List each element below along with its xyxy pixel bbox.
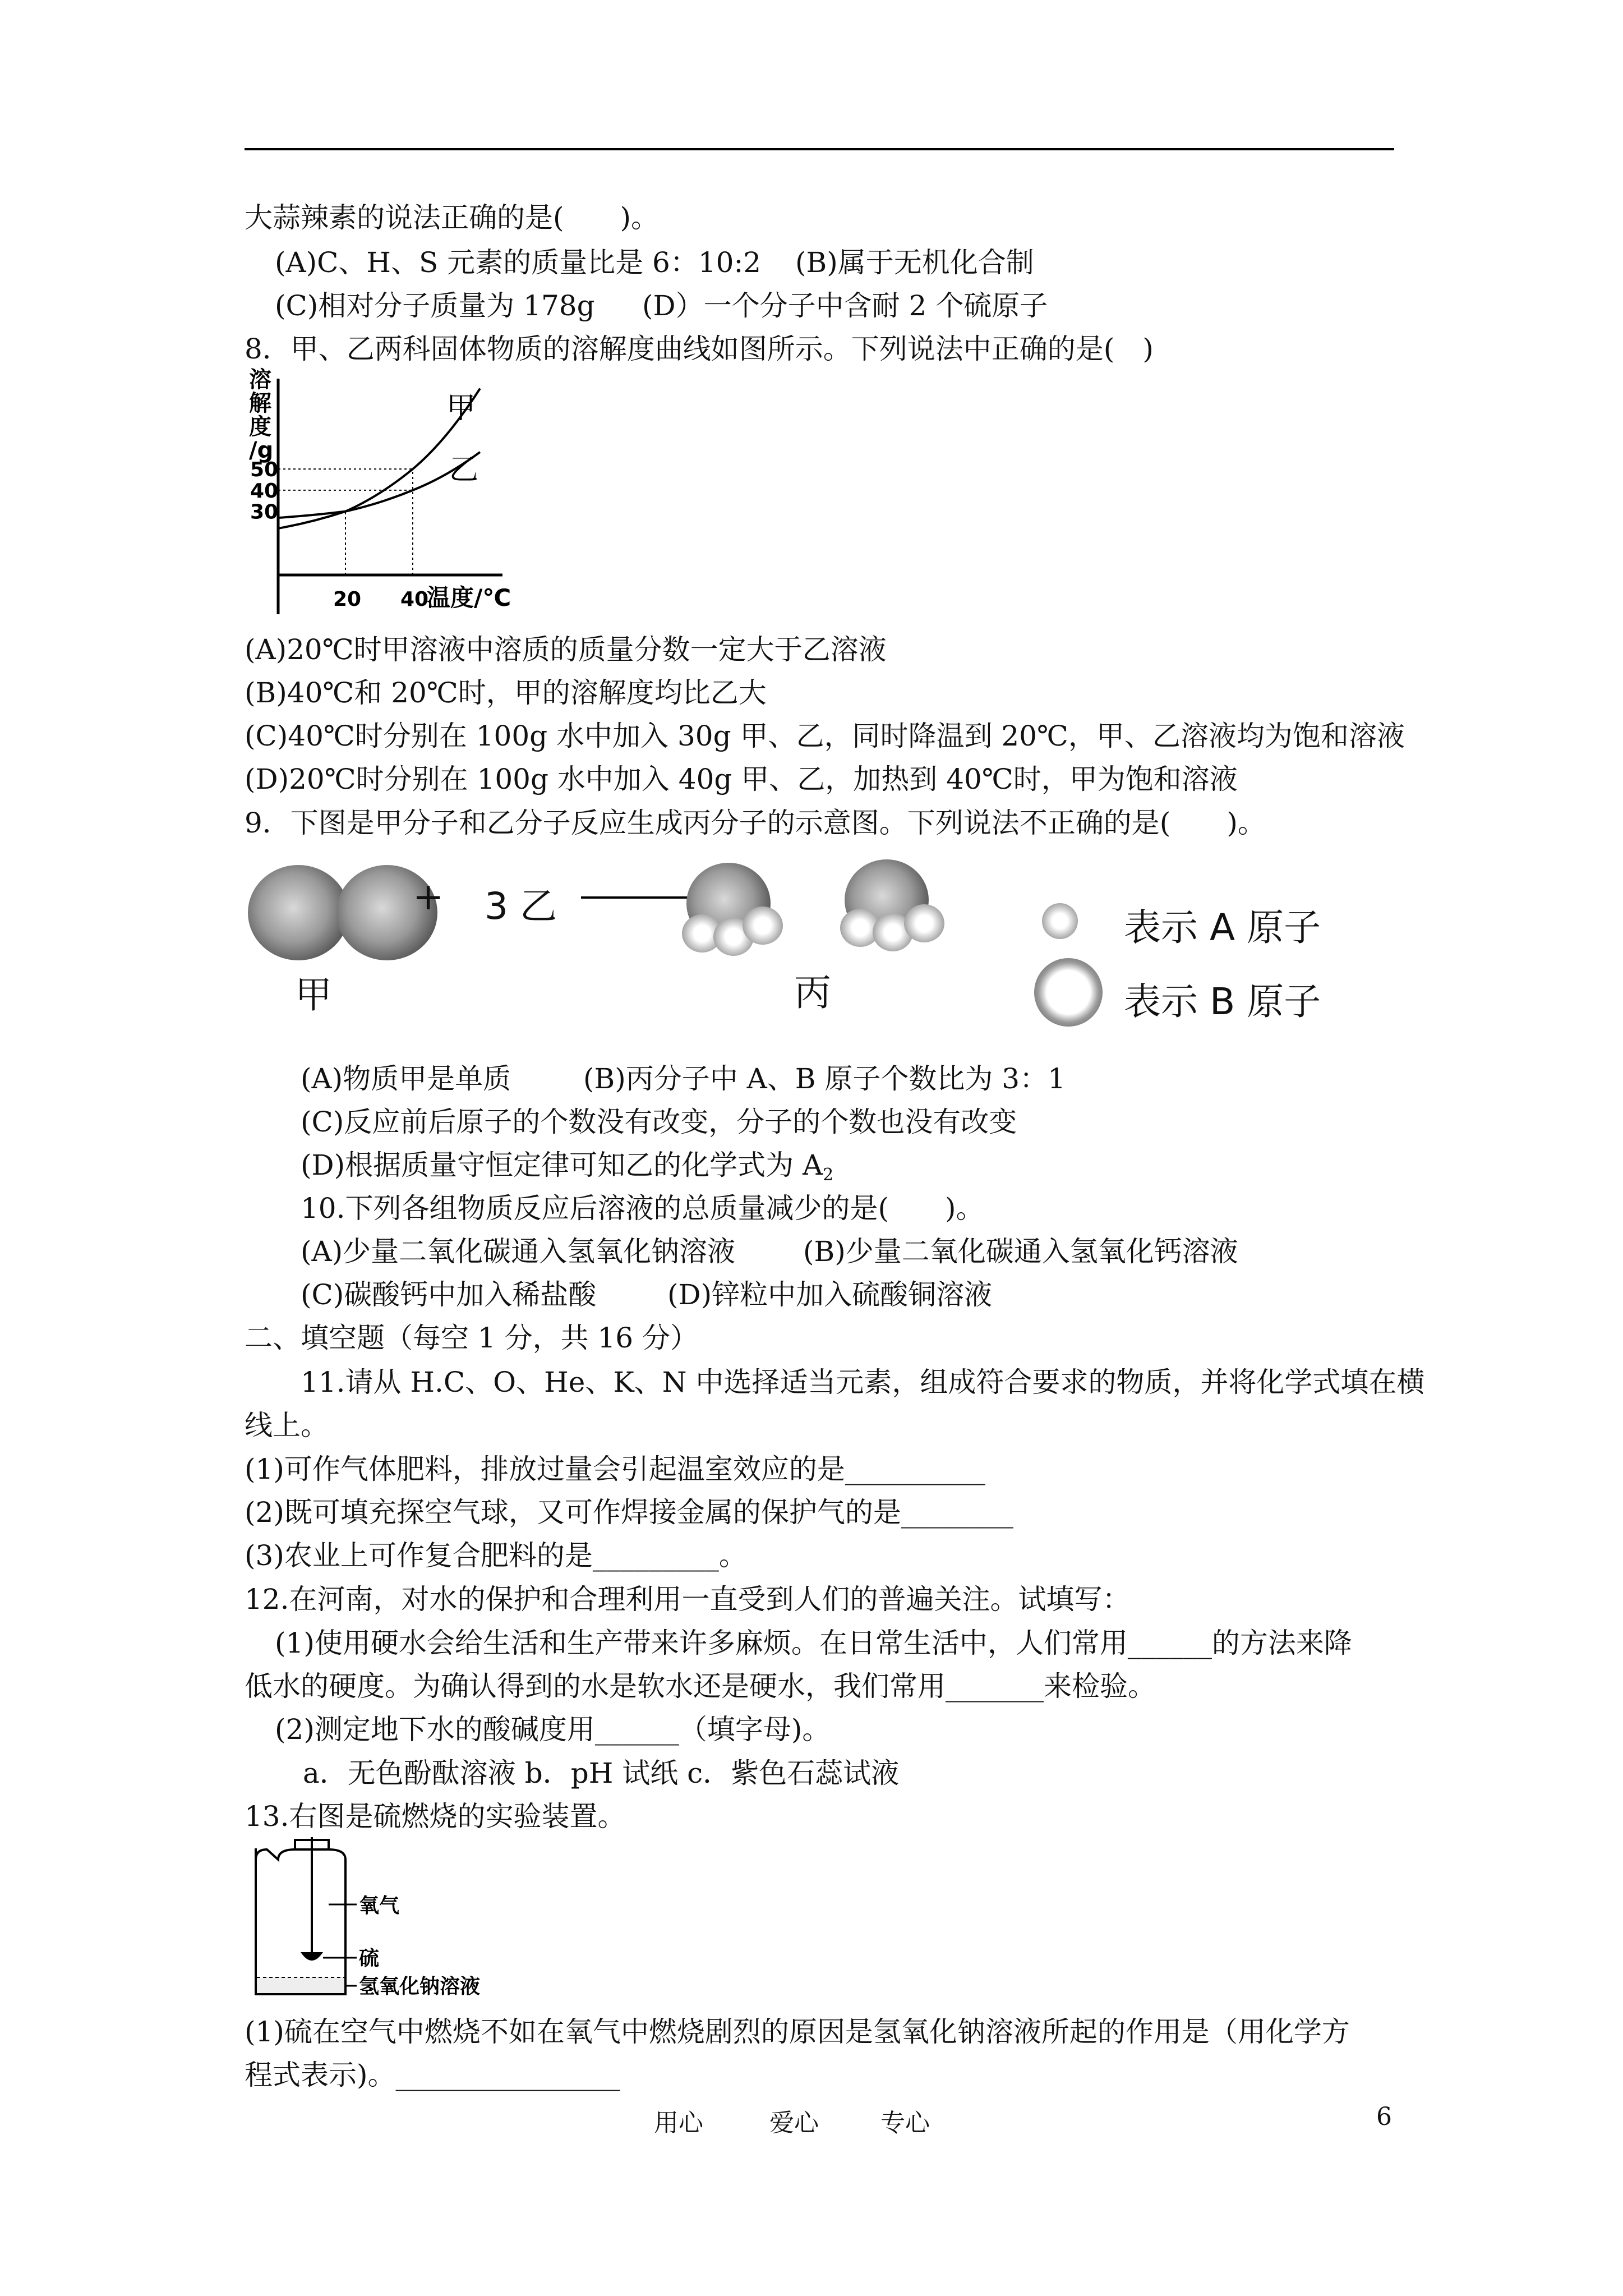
plus-sign: + [413,875,444,918]
q13-item1-line2: 程式表示)。________________ [245,2059,620,2091]
q11-stem-line1: 11.请从 H.C、O、He、K、N 中选择适当元素，组成符合要求的物质，并将化学式填在横 [301,1366,1425,1398]
q10-stem: 10.下列各组物质反应后溶液的总质量减少的是( )。 [301,1192,984,1225]
q12-item2: (2)测定地下水的酸碱度用______（填字母)。 [275,1713,831,1746]
footer-motto-2: 爱心 [769,2109,819,2137]
q10-option-d: (D)锌粒中加入硫酸铜溶液 [667,1278,993,1311]
legend-b-label: 表示 B 原子 [1124,980,1321,1023]
legend-a-atom-icon [1042,903,1078,939]
q11-item-1: (1)可作气体肥料，排放过量会引起温室效应的是__________ [245,1453,985,1485]
y-axis-label-1: 溶 [249,367,271,393]
q7-stem: 大蒜辣素的说法正确的是( )。 [245,201,660,234]
q12-item1-line2: 低水的硬度。为确认得到的水是软水还是硬水，我们常用_______来检验。 [245,1670,1156,1703]
q11-item-3: (3)农业上可作复合肥料的是_________。 [245,1539,747,1572]
sulfur-apparatus [245,1837,559,2005]
q10-option-a: (A)少量二氧化碳通入氢氧化钠溶液 [301,1235,736,1268]
curve-label-yi: 乙 [449,453,479,487]
curve-label-jia: 甲 [446,392,476,425]
reaction-diagram [245,853,1422,1038]
product-2-a-atom-3 [904,904,944,942]
q11-stem-line2: 线上。 [245,1409,329,1442]
x-tick-label: 40 [400,588,429,611]
q11-item-2: (2)既可填充探空气球，又可作焊接金属的保护气的是________ [245,1496,1013,1529]
y-tick-label: 40 [250,479,279,503]
q13-item1-line1: (1)硫在空气中燃烧不如在氧气中燃烧剧烈的原因是氢氧化钠溶液所起的作用是（用化学方 [245,2016,1350,2048]
q9-stem: 9．下图是甲分子和乙分子反应生成丙分子的示意图。下列说法不正确的是( )。 [245,807,1266,839]
q8-option-c: (C)40℃时分别在 100g 水中加入 30g 甲、乙，同时降温到 20℃，甲、乙溶液均为饱和溶液 [245,720,1405,752]
q8-option-a: (A)20℃时甲溶液中溶质的质量分数一定大于乙溶液 [245,633,887,666]
y-tick-label: 50 [250,458,279,482]
q8-stem: 8．甲、乙两科固体物质的溶解度曲线如图所示。下列说法中正确的是( ) [245,333,1154,365]
q8-option-d: (D)20℃时分别在 100g 水中加入 40g 甲、乙，加热到 40℃时，甲为饱和溶液 [245,763,1238,795]
y-axis-label-3: 度 [249,414,271,440]
solubility-chart [245,367,536,620]
q10-option-c: (C)碳酸钙中加入稀盐酸 [301,1278,597,1311]
q13-stem: 13.右图是硫燃烧的实验装置。 [245,1800,626,1833]
q7-option-a: (A)C、H、S 元素的质量比是 6：10:2 [275,246,762,279]
label-bing: 丙 [794,971,831,1014]
section-title: 二、填空题（每空 1 分，共 16 分） [245,1322,699,1354]
q12-item1-line1: (1)使用硬水会给生活和生产带来许多麻烦。在日常生活中，人们常用______的方法来降 [275,1627,1352,1659]
label-jia: 甲 [295,973,332,1016]
legend-b-atom-icon [1034,958,1103,1027]
q9-option-c: (C)反应前后原子的个数没有改变，分子的个数也没有改变 [301,1106,1017,1138]
apparatus-label-naoh: 氢氧化钠溶液 [359,1975,481,1998]
apparatus-label-oxygen: 氧气 [359,1894,400,1917]
q10-option-b: (B)少量二氧化碳通入氢氧化钙溶液 [803,1235,1238,1268]
q12-stem: 12.在河南，对水的保护和合理利用一直受到人们的普遍关注。试填写： [245,1583,1131,1616]
q8-option-b: (B)40℃和 20℃时，甲的溶解度均比乙大 [245,677,767,709]
reactant-yi: 3 乙 [485,885,557,928]
molecule-jia-atom-1 [248,865,349,960]
q7-option-d: (D）一个分子中含耐 2 个硫原子 [642,289,1048,322]
y-axis-label-4: /g [249,438,274,463]
q9-option-a: (A)物质甲是单质 [301,1062,511,1095]
y-axis-label-2: 解 [249,390,271,416]
x-tick-label: 20 [333,588,362,611]
footer-motto-1: 用心 [654,2109,703,2137]
q9-option-d: (D)根据质量守恒定律可知乙的化学式为 $A_2$ [301,1149,834,1185]
q12-choices: a．无色酚酞溶液 b．pH 试纸 c．紫色石蕊试液 [303,1757,900,1789]
q7-option-b: (B)属于无机化合制 [795,246,1034,279]
apparatus-label-sulfur: 硫 [359,1947,380,1970]
q9-option-b: (B)丙分子中 A、B 原子个数比为 3：1 [583,1062,1066,1095]
page-number: 6 [1376,2102,1392,2131]
y-tick-label: 30 [250,500,279,524]
x-axis-label: 温度/℃ [427,584,511,611]
header-rule [245,148,1394,150]
legend-a-label: 表示 A 原子 [1124,906,1321,949]
footer-motto-3: 专心 [880,2109,930,2137]
q7-option-c: (C)相对分子质量为 178g [275,289,595,322]
product-1-a-atom-3 [743,907,783,945]
